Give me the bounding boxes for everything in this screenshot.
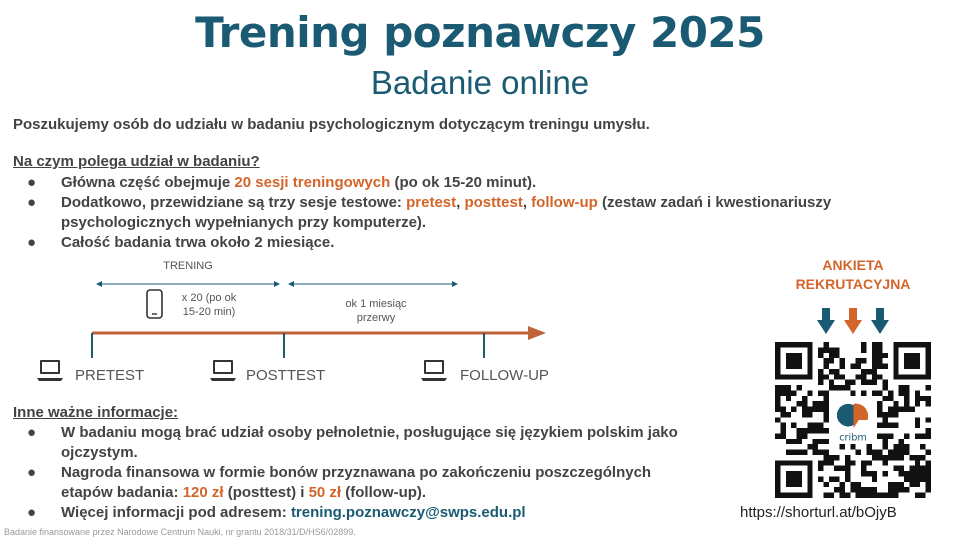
step-posttest: POSTTEST [246, 367, 326, 384]
arrow-down-icon [844, 308, 862, 334]
survey-heading: ANKIETA REKRUTACYJNA [795, 257, 911, 292]
bullet: ● [27, 234, 37, 251]
page-title: Trening poznawczy 2025 [195, 8, 765, 57]
qr-finder-bottom-left [775, 460, 813, 498]
highlight-follow-up: follow-up [531, 194, 598, 211]
highlight-pretest: pretest [406, 194, 457, 211]
funding-footer: Badanie finansowane przez Narodowe Centrum Nauki, nr grantu 2018/31/D/HS6/02899. [4, 527, 356, 537]
laptop-icon [209, 359, 237, 383]
bullet: ● [27, 174, 37, 191]
step-pretest: PRETEST [75, 367, 145, 384]
highlight-sessions: 20 sesji treningowych [234, 174, 391, 191]
contact-email-link[interactable]: trening.poznawczy@swps.edu.pl [290, 504, 526, 521]
list-item: ● Całość badania trwa około 2 miesiące. [27, 234, 335, 251]
bullet: ● [27, 504, 37, 521]
laptop-icon [36, 359, 64, 383]
qr-finder-top-left [775, 342, 813, 380]
timeline-main-arrow [86, 322, 550, 362]
list-item: ● Główna część obejmuje 20 sesji treningowych (po ok 15-20 minut). [27, 174, 537, 191]
page-subtitle: Badanie online [370, 64, 590, 101]
section-heading-participation: Na czym polega udział w badaniu? [13, 153, 260, 170]
qr-finder-top-right [893, 342, 931, 380]
list-item: ● Nagroda finansowa w formie bonów przyznawana po zakończeniu poszczególnych etapów badania: 120 zł (posttest) i 50 zł (follow-up). [27, 464, 652, 501]
participation-list [13, 173, 833, 253]
laptop-icon [420, 359, 448, 383]
arrow-down-icon [871, 308, 889, 334]
list-item: ● W badaniu mogą brać udział osoby pełnoletnie, posługujące się językiem polskim jako ojczystym. [27, 424, 678, 461]
highlight-posttest: posttest [464, 194, 523, 211]
timeline-break-label: ok 1 miesiąc przerwy [345, 298, 407, 324]
qr-code[interactable] [775, 342, 931, 498]
arrows-down-group [815, 308, 891, 336]
list-item: ● Dodatkowo, przewidziane są trzy sesje testowe: pretest, posttest, follow-up (zestaw zadań i kwestionariuszy psychologicznych wypełnianych przy komputerze). [27, 194, 832, 231]
bullet: ● [27, 464, 37, 481]
survey-url-link[interactable]: https://shorturl.at/bOjyB [740, 504, 897, 521]
section-heading-other-info: Inne ważne informacje: [13, 404, 179, 421]
phone-icon [146, 289, 164, 320]
qr-logo [831, 396, 874, 444]
qr-logo-text: cribm [839, 432, 867, 444]
timeline-trening-label: TRENING [163, 260, 213, 272]
intro-text: Poszukujemy osób do udziału w badaniu psychologicznym dotyczącym treningu umysłu. [13, 116, 650, 133]
step-follow-up: FOLLOW-UP [460, 367, 549, 384]
arrow-down-icon [817, 308, 835, 334]
bullet: ● [27, 194, 37, 211]
highlight-reward-1: 120 zł [182, 484, 224, 501]
highlight-reward-2: 50 zł [308, 484, 342, 501]
timeline-sessions-label: x 20 (po ok 15-20 min) [181, 292, 237, 318]
list-item: ● Więcej informacji pod adresem: trening.poznawczy@swps.edu.pl [27, 504, 526, 521]
other-info-list [13, 423, 693, 523]
bullet: ● [27, 424, 37, 441]
